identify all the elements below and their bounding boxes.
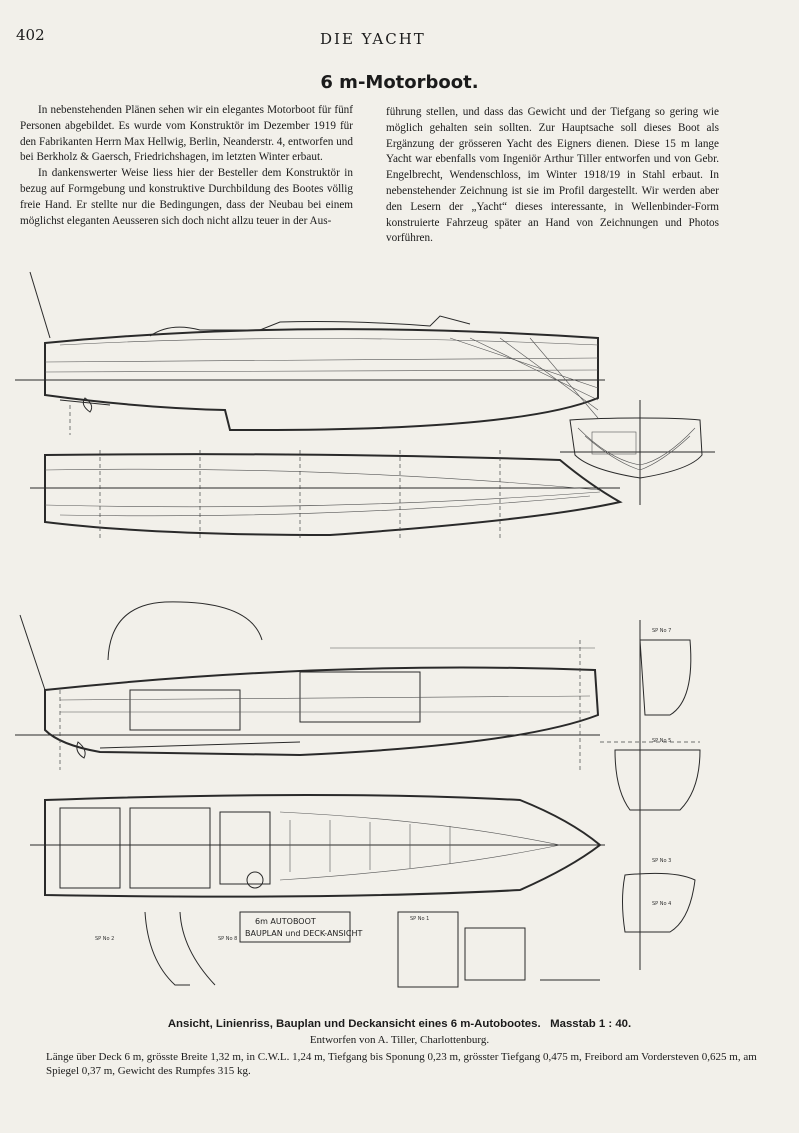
paragraph-1: In nebenstehenden Plänen sehen wir ein elegantes Motorboot für fünf Personen abgebildet. Es wurde vom Konstruktör im Dezember 1919 für den Fabrikanten Herrn Max Hellwig, Berlin, Neanderstr. 4, entworfen und bei Berkholz & Gaersch, Friedrichshagen, im letzten Winter erbaut. [20, 104, 353, 164]
section-label: SP No 1 [410, 916, 430, 922]
paragraph-2: In dankenswerter Weise liess hier der Besteller dem Konstruktör in bezug auf Formgebung und konstruktive Durchbildung des Bootes völlig freie Hand. Er stellte nur die Bedingungen, dass der Neubau bei einem möglichst eleganten Aeusseren sich doch nicht allzu teuer in der Aus- [20, 167, 353, 227]
construction-profile-view [15, 602, 600, 770]
paragraph-3: führung stellen, und dass das Gewicht und der Tiefgang so gering wie möglich gehalten sein sollten. Zur Hauptsache soll dieses Boot als Ergänzung der grösseren Yacht des Eigners dienen. Diese 15 m lange Yacht war ebenfalls vom Ingeniör Arthur Tiller entworfen und von Gebr. Engelbrecht, Wendenschloss, im Winter 1918/19 in Stahl erbaut. In nebenstehender Zeichnung ist sie im Profil dargestellt. Wir werden aber den Lesern der „Yacht“ dieses interessante, in Wellenbinder-Form konstruierte Fahrzeug später an Hand von Zeichnungen und Photos vorführen. [386, 106, 719, 245]
caption-main: Ansicht, Linienriss, Bauplan und Deckansicht eines 6 m-Autobootes. [167, 1018, 541, 1030]
deck-plan-view [30, 795, 605, 897]
profile-view [15, 272, 605, 435]
caption-scale: Masstab 1 : 40. [550, 1018, 632, 1030]
section-label: SP No 3 [652, 858, 672, 864]
title-block-line1: 6m AUTOBOOT [255, 917, 316, 926]
caption-title [0, 1018, 799, 1030]
right-sections [600, 620, 700, 970]
caption-designer: Entworfen von A. Tiller, Charlottenburg. [309, 1034, 490, 1046]
caption-specs: Länge über Deck 6 m, grösste Breite 1,32 m, in C.W.L. 1,24 m, Tiefgang bis Sponung 0,23 m, grösster Tiefgang 0,475 m, Freibord am Vordersteven 0,625 m, am Spiegel 0,37 m, Gewicht des Rumpfes 315 kg. [46, 1051, 757, 1077]
article-title: 6 m-Motorboot. [320, 72, 479, 93]
bottom-sections [145, 912, 600, 987]
drawing-title-block [240, 912, 362, 942]
lines-plan-view [30, 450, 620, 540]
section-label: SP No 8 [218, 936, 238, 942]
title-block-line2: BAUPLAN und DECK-ANSICHT [245, 929, 363, 938]
section-label: SP No 2 [95, 936, 115, 942]
running-head: DIE YACHT [320, 30, 426, 48]
page-number: 402 [16, 26, 45, 44]
section-label: SP No 4 [652, 901, 672, 907]
section-label: SP No 7 [652, 628, 672, 634]
section-label: SP No 5 [652, 738, 672, 744]
body-plan-view [560, 400, 715, 505]
